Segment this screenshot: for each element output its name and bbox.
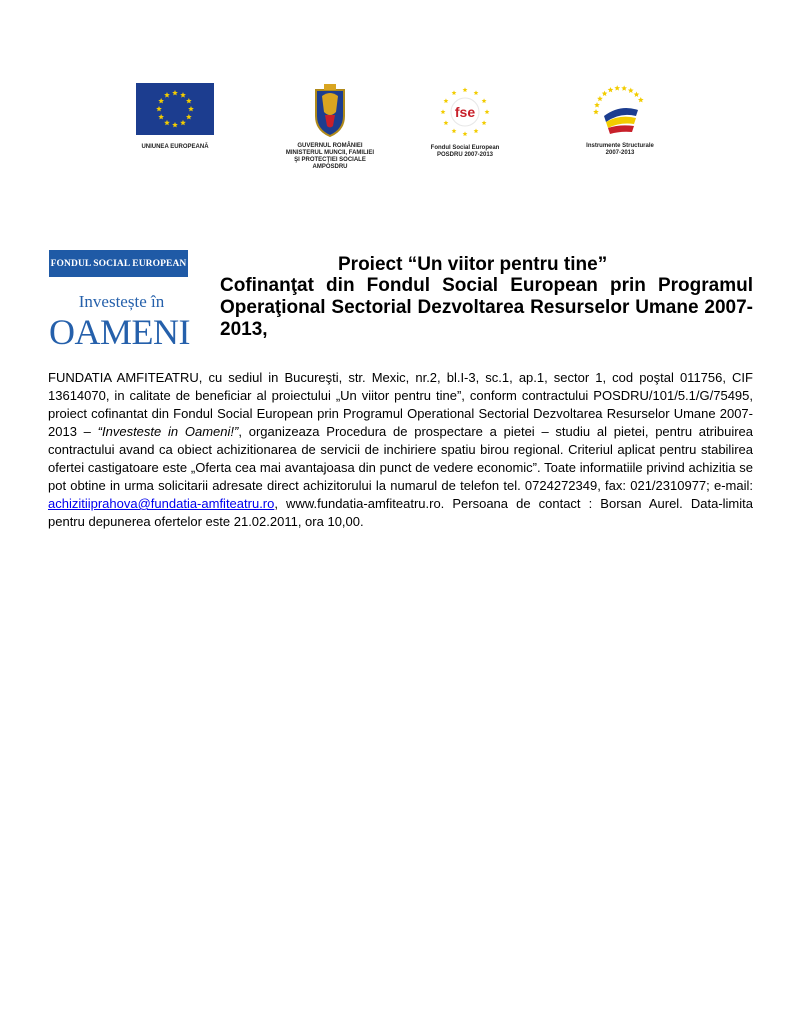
- star-icon: [614, 85, 620, 90]
- structural-instruments-logo: [555, 82, 685, 157]
- investeste-line: Investește în: [78, 292, 165, 311]
- paragraph-part-1: cu sediul in Bucureşti, str. Mexic, nr.2, bl.I-3, sc.1, ap.1, sector 1, cod poştal 011756, CIF 13614070, in calitate de beneficiar al proiectului „Un viitor pentru tine”, conform contractului POSDRU/101/5.1/G/75495, proiect cofinantat din Fondul Social European prin Programul Operational Sectorial Dezvoltarea Resurselor Umane 2007-2013 –: [48, 370, 753, 439]
- star-icon: [482, 120, 487, 125]
- gov-caption: GUVERNUL ROMÂNIEI MINISTERUL MUNCII, FAMILIEI ŞI PROTECŢIEI SOCIALE AMPOSDRU: [285, 143, 375, 170]
- fse-caption: Fondul Social European POSDRU 2007-2013: [430, 145, 500, 158]
- gov-logo: [255, 82, 405, 171]
- structural-instruments-icon: [590, 82, 650, 140]
- star-icon: [597, 96, 603, 101]
- paragraph-part-2: , organizeaza Procedura de prospectare a pietei – studiu al pietei, pentru atribuirea contractului avand ca obiect achizitionarea de servicii de inchiriere spatiu birou regional. Criteriul aplicat pentru stabilirea ofertei castigatoare este „Oferta cea mai avantajoasa din punct de vedere economic”. Toate informatiile privind achizitia se pot obtine in urma solicitarii adresate direct achizitorului la numarul de telefon tel. 0724272349, fax: 021/2310977; e-mail:: [48, 424, 754, 493]
- announcement-paragraph: [48, 369, 753, 531]
- project-title: Proiect “Un viitor pentru tine”: [338, 254, 608, 275]
- fse-mark: fse: [454, 104, 476, 120]
- star-icon: [452, 128, 457, 133]
- star-icon: [608, 87, 614, 92]
- star-icon: [634, 92, 640, 97]
- organization-name: FUNDATIA AMFITEATRU,: [48, 370, 203, 385]
- program-motto: “Investeste in Oameni!”: [97, 424, 239, 439]
- star-icon: [621, 85, 627, 90]
- email-link[interactable]: achizitiiprahova@fundatia-amfiteatru.ro: [48, 496, 275, 511]
- star-icon: [443, 120, 448, 125]
- is-caption: Instrumente Structurale 2007-2013: [586, 143, 654, 156]
- star-icon: [452, 90, 457, 95]
- fse-banner: FONDUL SOCIAL EUROPEAN: [49, 250, 188, 277]
- star-icon: [474, 128, 479, 133]
- eu-logo: [120, 83, 230, 151]
- oameni-line: OAMENI: [49, 312, 190, 352]
- star-icon: [482, 98, 487, 103]
- star-icon: [602, 91, 608, 96]
- investeste-in-oameni-logo: [49, 292, 194, 352]
- fse-logo: [410, 84, 520, 159]
- star-icon: [485, 109, 490, 114]
- paragraph-part-3: , www.fundatia-amfiteatru.ro. Persoana de contact : Borsan Aurel. Data-limita pentru depunerea ofertelor este 21.02.2011, ora 10,00.: [48, 496, 753, 529]
- project-subtitle: Cofinanţat din Fondul Social European prin Programul Operaţional Sectorial Dezvoltarea Resurselor Umane 2007- 2013,: [220, 275, 753, 340]
- star-icon: [638, 97, 644, 102]
- fse-emblem-icon: [438, 84, 492, 140]
- star-icon: [593, 109, 599, 114]
- star-icon: [463, 131, 468, 136]
- star-icon: [443, 98, 448, 103]
- star-icon: [463, 87, 468, 92]
- eu-caption: UNIUNEA EUROPEANĂ: [141, 144, 209, 150]
- eu-flag-icon: [136, 83, 214, 135]
- star-icon: [441, 109, 446, 114]
- star-icon: [628, 88, 634, 93]
- star-icon: [474, 90, 479, 95]
- star-icon: [594, 102, 600, 107]
- coat-of-arms-icon: [312, 82, 348, 138]
